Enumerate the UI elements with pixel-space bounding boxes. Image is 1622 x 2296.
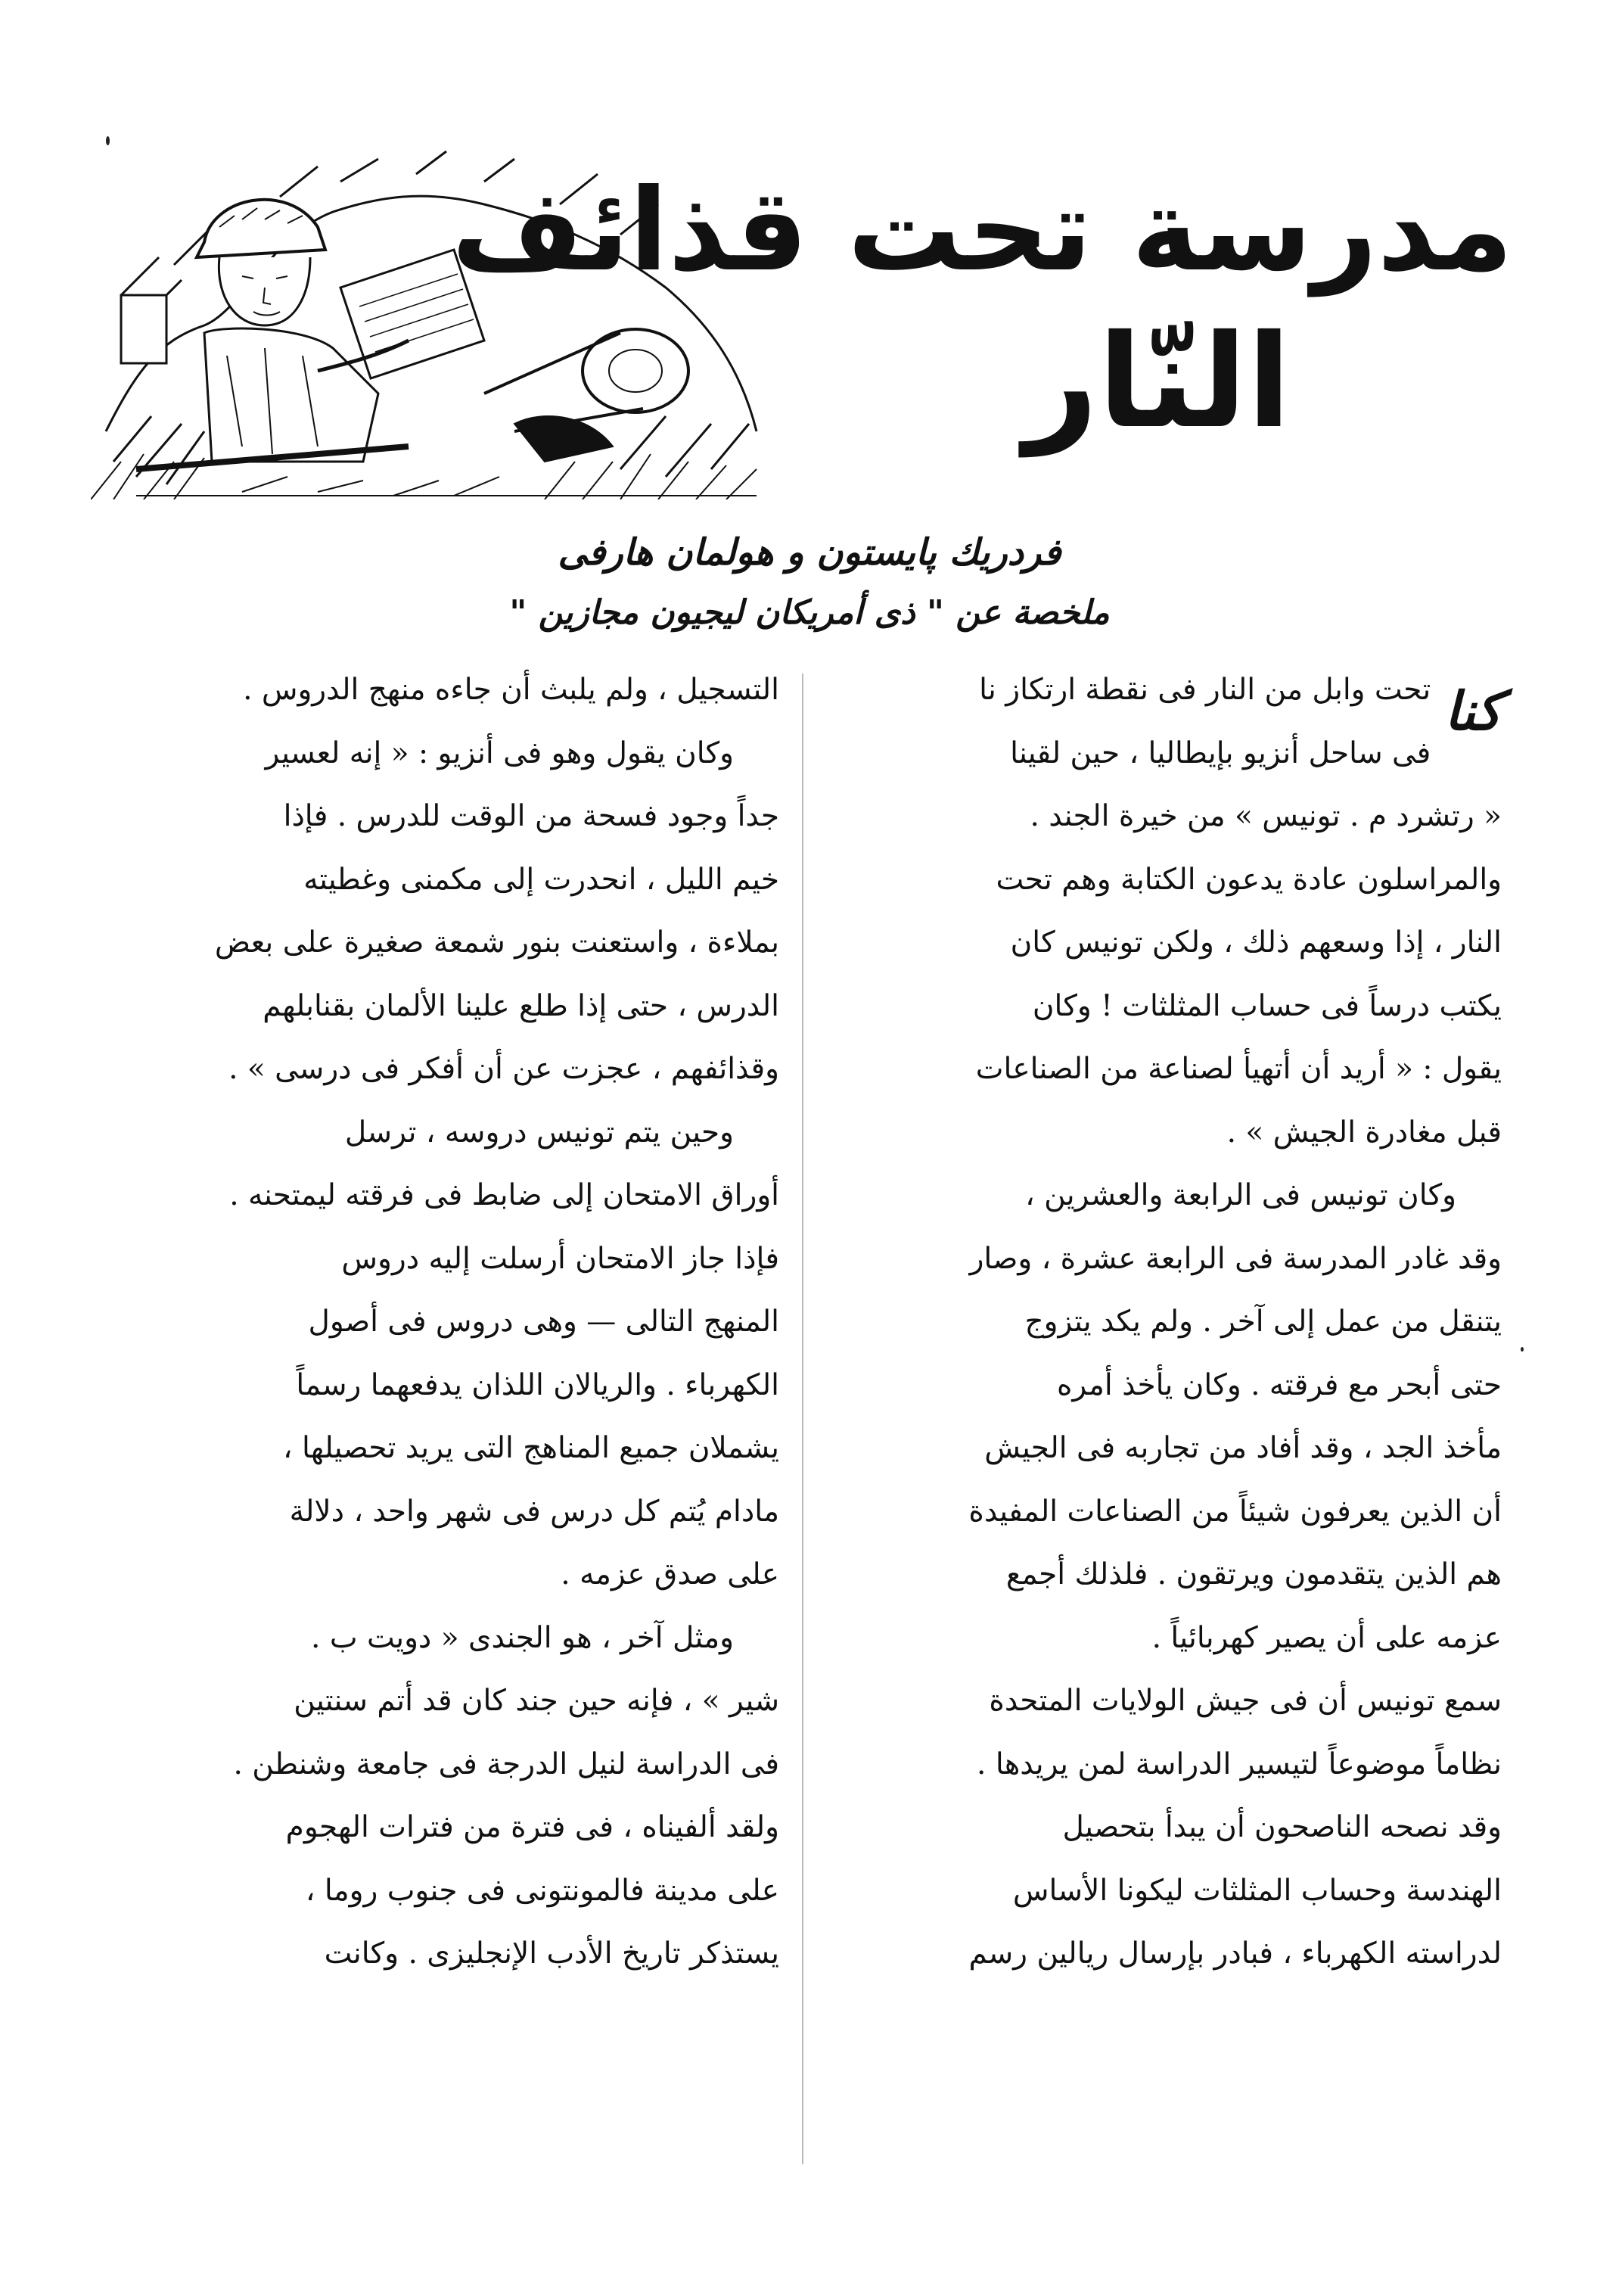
text-line: وقذائفهم ، عجزت عن أن أفكر فى درسى » . <box>228 1052 779 1086</box>
text-line: فى الدراسة لنيل الدرجة فى جامعة وشنطن . <box>233 1747 779 1781</box>
text-line: مأخذ الجد ، وقد أفاد من تجاربه فى الجيش <box>984 1431 1502 1465</box>
column-divider <box>802 674 803 2164</box>
authors: فردريك پايستون و هولمان هارفى <box>558 531 1061 574</box>
text-line: وكان تونيس فى الرابعة والعشرين ، <box>1025 1178 1456 1212</box>
text-line: قبل مغادرة الجيش » . <box>1226 1115 1502 1150</box>
text-line: والمراسلون عادة يدعون الكتابة وهم تحت <box>996 862 1502 897</box>
column-right <box>836 658 1502 1986</box>
text-line: حتى أبحر مع فرقته . وكان يأخذ أمره <box>1057 1367 1502 1402</box>
text-line: لدراسته الكهرباء ، فبادر بإرسال ريالين رسم <box>968 1937 1502 1971</box>
text-line: على مدينة فالمونتونى فى جنوب روما ، <box>305 1873 779 1908</box>
text-line: « رتشرد م . تونيس » من خيرة الجند . <box>1030 799 1502 833</box>
source-note: ملخصة عن " ذى أمريكان ليجيون مجازين " <box>509 593 1110 632</box>
text-line: التسجيل ، ولم يلبث أن جاءه منهج الدروس . <box>243 673 779 707</box>
text-line: على صدق عزمه . <box>561 1557 779 1591</box>
text-line: تحت وابل من النار فى نقطة ارتكاز نا <box>979 673 1431 707</box>
text-line: يستذكر تاريخ الأدب الإنجليزى . وكانت <box>324 1937 779 1971</box>
title-line-1: مدرسة تحت قذائف <box>451 165 1513 297</box>
scan-speck <box>106 136 110 145</box>
text-line: يتنقل من عمل إلى آخر . ولم يكد يتزوج <box>1024 1305 1502 1339</box>
text-line: خيم الليل ، انحدرت إلى مكمنى وغطيته <box>303 862 779 897</box>
byline <box>272 522 1347 643</box>
text-line: يقول : « أريد أن أتهيأ لصناعة من الصناعات <box>975 1052 1502 1086</box>
text-line: عزمه على أن يصير كهربائياً . <box>1151 1620 1502 1655</box>
column-left <box>113 658 779 1986</box>
text-line: بملاءة ، واستعنت بنور شمعة صغيرة على بعض <box>214 926 779 960</box>
text-line: وكان يقول وهو فى أنزيو : « إنه لعسير <box>265 736 734 770</box>
text-line: نظاماً موضوعاً لتيسير الدراسة لمن يريدها . <box>977 1747 1502 1781</box>
text-line: يكتب درساً فى حساب المثلثات ! وكان <box>1032 988 1502 1023</box>
text-line: فإذا جاز الامتحان أرسلت إليه دروس <box>341 1241 779 1276</box>
article-header <box>91 114 1528 507</box>
text-line: أوراق الامتحان إلى ضابط فى فرقته ليمتحنه . <box>229 1178 779 1212</box>
text-line: يشملان جميع المناهج التى يريد تحصيلها ، <box>283 1431 779 1465</box>
text-line: وحين يتم تونيس دروسه ، ترسل <box>344 1115 734 1150</box>
text-line: النار ، إذا وسعهم ذلك ، ولكن تونيس كان <box>1010 926 1502 960</box>
text-line: الكهرباء . والريالان اللذان يدفعهما رسماً <box>296 1367 779 1402</box>
text-line: الهندسة وحساب المثلثات ليكونا الأساس <box>1012 1873 1502 1908</box>
text-line: وقد غادر المدرسة فى الرابعة عشرة ، وصار <box>969 1241 1502 1276</box>
text-line: شير » ، فإنه حين جند كان قد أتم سنتين <box>294 1684 779 1718</box>
text-line: مادام يُتم كل درس فى شهر واحد ، دلالة <box>289 1494 779 1529</box>
text-line: هم الذين يتقدمون ويرتقون . فلذلك أجمع <box>1005 1557 1502 1591</box>
text-line: أن الذين يعرفون شيئاً من الصناعات المفيدة <box>968 1494 1502 1529</box>
dropcap: كنا <box>1444 680 1502 742</box>
text-line: وقد نصحه الناصحون أن يبدأ بتحصيل <box>1062 1810 1502 1844</box>
article-title <box>451 159 1513 499</box>
scan-speck <box>1521 1347 1524 1352</box>
text-line: الدرس ، حتى إذا طلع علينا الألمان بقنابلهم <box>263 988 779 1023</box>
text-line: ولقد ألفيناه ، فى فترة من فترات الهجوم <box>285 1810 779 1844</box>
text-line: جداً وجود فسحة من الوقت للدرس . فإذا <box>283 799 779 833</box>
text-line: المنهج التالى — وهى دروس فى أصول <box>308 1305 779 1339</box>
text-line: سمع تونيس أن فى جيش الولايات المتحدة <box>989 1684 1502 1718</box>
text-line: ومثل آخر ، هو الجندى « دويت ب . <box>311 1620 734 1655</box>
text-line: فى ساحل أنزيو بإيطاليا ، حين لقينا <box>1010 736 1431 770</box>
title-line-2: النّار <box>1024 307 1291 457</box>
